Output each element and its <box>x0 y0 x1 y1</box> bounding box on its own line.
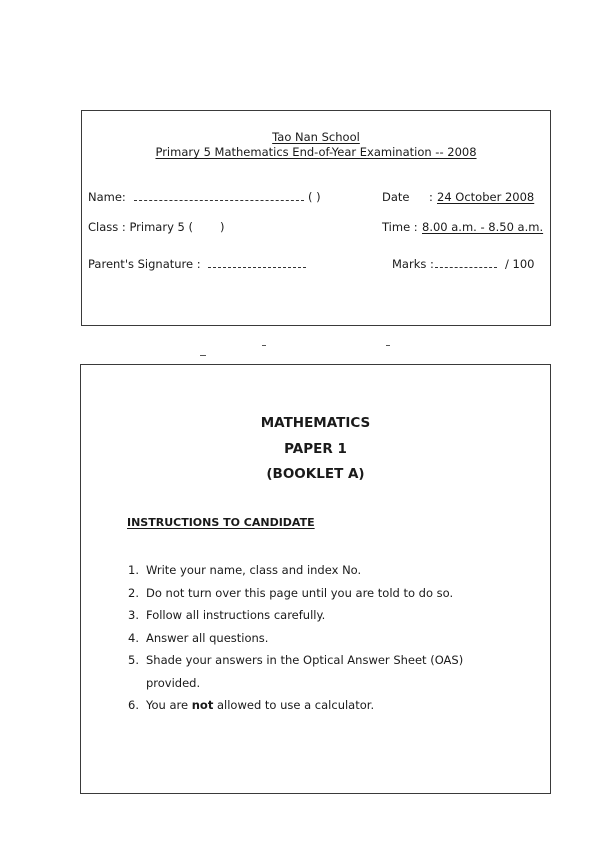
class-close-paren: ) <box>220 220 225 234</box>
list-item: 2. Do not turn over this page until you are told to do so. <box>128 585 454 600</box>
booklet-title: (BOOKLET A) <box>266 466 365 482</box>
time-value: 8.00 a.m. - 8.50 a.m. <box>422 220 544 234</box>
date-value: 24 October 2008 <box>437 190 535 204</box>
date-label: Date <box>382 190 410 204</box>
instructions-list <box>128 559 463 717</box>
signature-label: Parent's Signature : <box>88 257 201 271</box>
marks-label: Marks : <box>392 257 434 271</box>
instructions-heading: INSTRUCTIONS TO CANDIDATE <box>127 516 315 529</box>
emphasis-not: not <box>191 698 214 712</box>
name-blank[interactable] <box>134 190 304 201</box>
marks-field[interactable] <box>435 257 497 271</box>
signature-blank[interactable] <box>208 257 306 268</box>
school-name: Tao Nan School <box>272 130 360 144</box>
list-item: 6. You are not allowed to use a calculator. <box>128 698 375 712</box>
name-field[interactable] <box>134 190 304 204</box>
signature-field[interactable] <box>208 257 306 271</box>
list-item: 3. Follow all instructions carefully. <box>128 608 326 622</box>
date-colon: : <box>429 190 433 204</box>
paper-title: PAPER 1 <box>284 441 347 457</box>
marks-blank[interactable] <box>435 257 497 268</box>
scan-speck <box>262 345 266 346</box>
list-item: 5. Shade your answers in the Optical Answer Sheet (OAS) <box>128 653 464 667</box>
cover-page-box <box>80 364 551 794</box>
exam-header-box <box>81 110 551 326</box>
scan-speck <box>386 345 390 346</box>
list-item: 4. Answer all questions. <box>128 630 269 645</box>
subject-title: MATHEMATICS <box>260 415 371 431</box>
scan-speck <box>200 355 206 356</box>
time-label: Time : <box>382 220 418 234</box>
class-label[interactable]: Class : Primary 5 ( <box>88 220 193 234</box>
list-item: 1. Write your name, class and index No. <box>128 563 362 577</box>
marks-total: / 100 <box>505 257 535 271</box>
list-item: provided. <box>146 675 201 690</box>
index-number-field[interactable]: ( ) <box>308 190 321 204</box>
name-label: Name: <box>88 190 126 204</box>
exam-title: Primary 5 Mathematics End-of-Year Examination -- 2008 <box>155 145 477 159</box>
